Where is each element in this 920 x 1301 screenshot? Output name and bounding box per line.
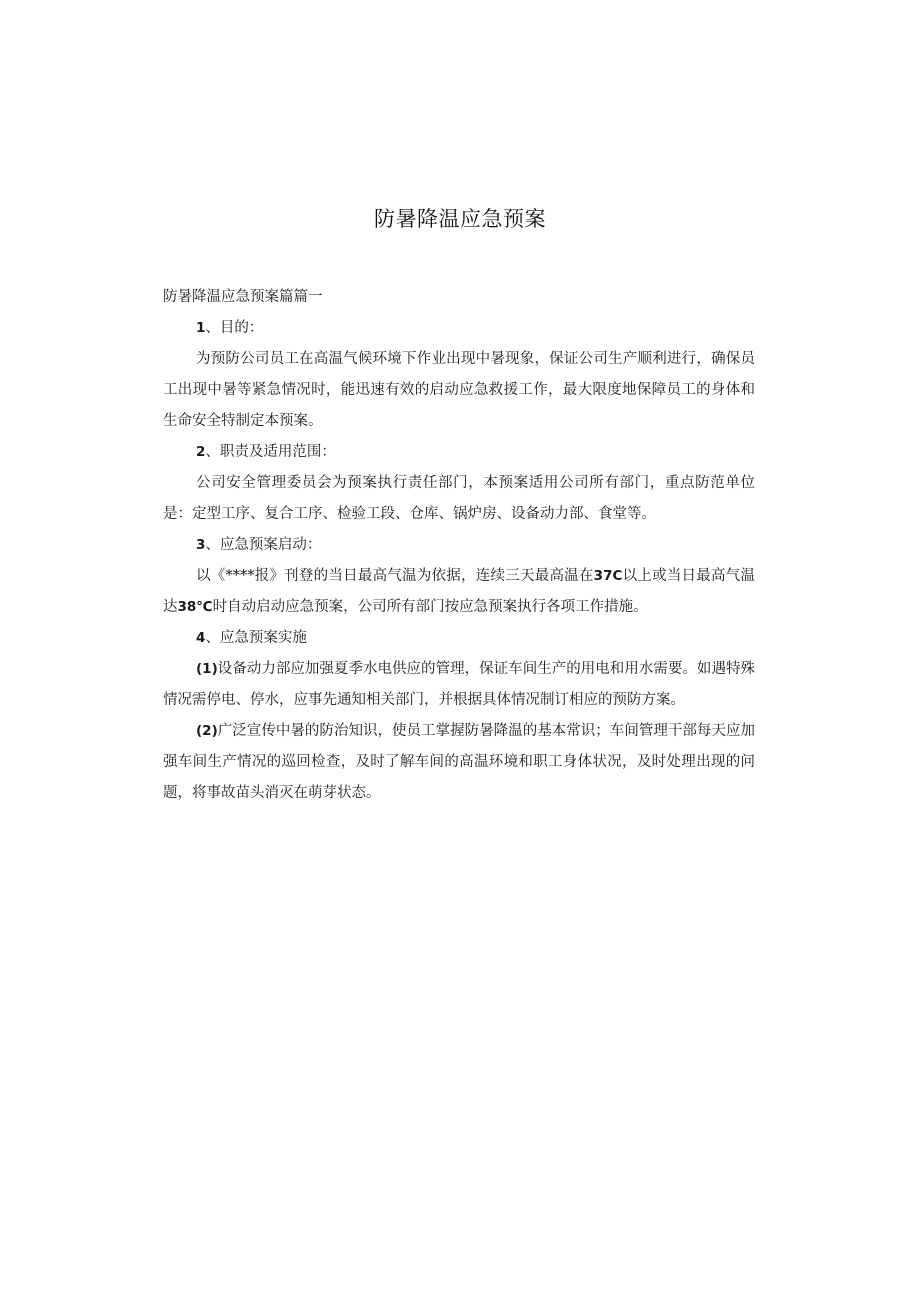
section-3-body-part2: 以上或当日最高气温达 — [163, 568, 756, 615]
section-3-heading — [163, 530, 755, 561]
item-2-number: (2) — [196, 723, 218, 739]
temperature-threshold-1: 37C — [593, 568, 623, 584]
section-3-body — [163, 561, 755, 623]
temperature-threshold-2: 38℃ — [177, 599, 213, 615]
section-3-heading-text: 、应急预案启动： — [205, 537, 322, 553]
section-2-body: 公司安全管理委员会为预案执行责任部门，本预案适用公司所有部门，重点防范单位是：定型工序、复合工序、检验工段、仓库、锅炉房、设备动力部、食堂等。 — [163, 475, 755, 522]
section-1-number: 1 — [196, 320, 206, 336]
section-2-heading-text: 、职责及适用范围： — [205, 444, 336, 460]
section-4-heading — [163, 623, 755, 654]
section-4-item-2 — [163, 716, 755, 809]
section-3-number: 3 — [196, 537, 206, 553]
section-3-body-part1: 以《****报》刊登的当日最高气温为依据，连续三天最高温在 — [196, 568, 594, 584]
section-4-heading-text: 、应急预案实施 — [205, 630, 307, 646]
section-1-heading — [163, 313, 755, 344]
document-body — [163, 282, 755, 809]
section-2-number: 2 — [196, 444, 206, 460]
section-2-heading — [163, 437, 755, 468]
item-1-text: 设备动力部应加强夏季水电供应的管理，保证车间生产的用电和用水需要。如遇特殊情况需停电、停水，应事先通知相关部门，并根据具体情况制订相应的预防方案。 — [163, 661, 755, 708]
section-4-number: 4 — [196, 630, 206, 646]
document-title: 防暑降温应急预案 — [374, 207, 546, 231]
section-1-heading-text: 、目的： — [205, 320, 264, 336]
section-4-item-1 — [163, 654, 755, 716]
section-1-body: 为预防公司员工在高温气候环境下作业出现中暑现象，保证公司生产顺利进行，确保员工出现中暑等紧急情况时，能迅速有效的启动应急救援工作，最大限度地保障员工的身体和生命安全特制定本预案。 — [163, 351, 755, 429]
item-2-text: 广泛宣传中暑的防治知识，使员工掌握防暑降温的基本常识；车间管理干部每天应加强车间生产情况的巡回检查，及时了解车间的高温环境和职工身体状况，及时处理出现的问题，将事故苗头消灭在萌芽状态。 — [163, 723, 755, 801]
item-1-number: (1) — [196, 661, 218, 677]
subtitle: 防暑降温应急预案篇篇一 — [163, 289, 323, 305]
section-3-body-part3: 时自动启动应急预案，公司所有部门按应急预案执行各项工作措施。 — [212, 599, 648, 615]
